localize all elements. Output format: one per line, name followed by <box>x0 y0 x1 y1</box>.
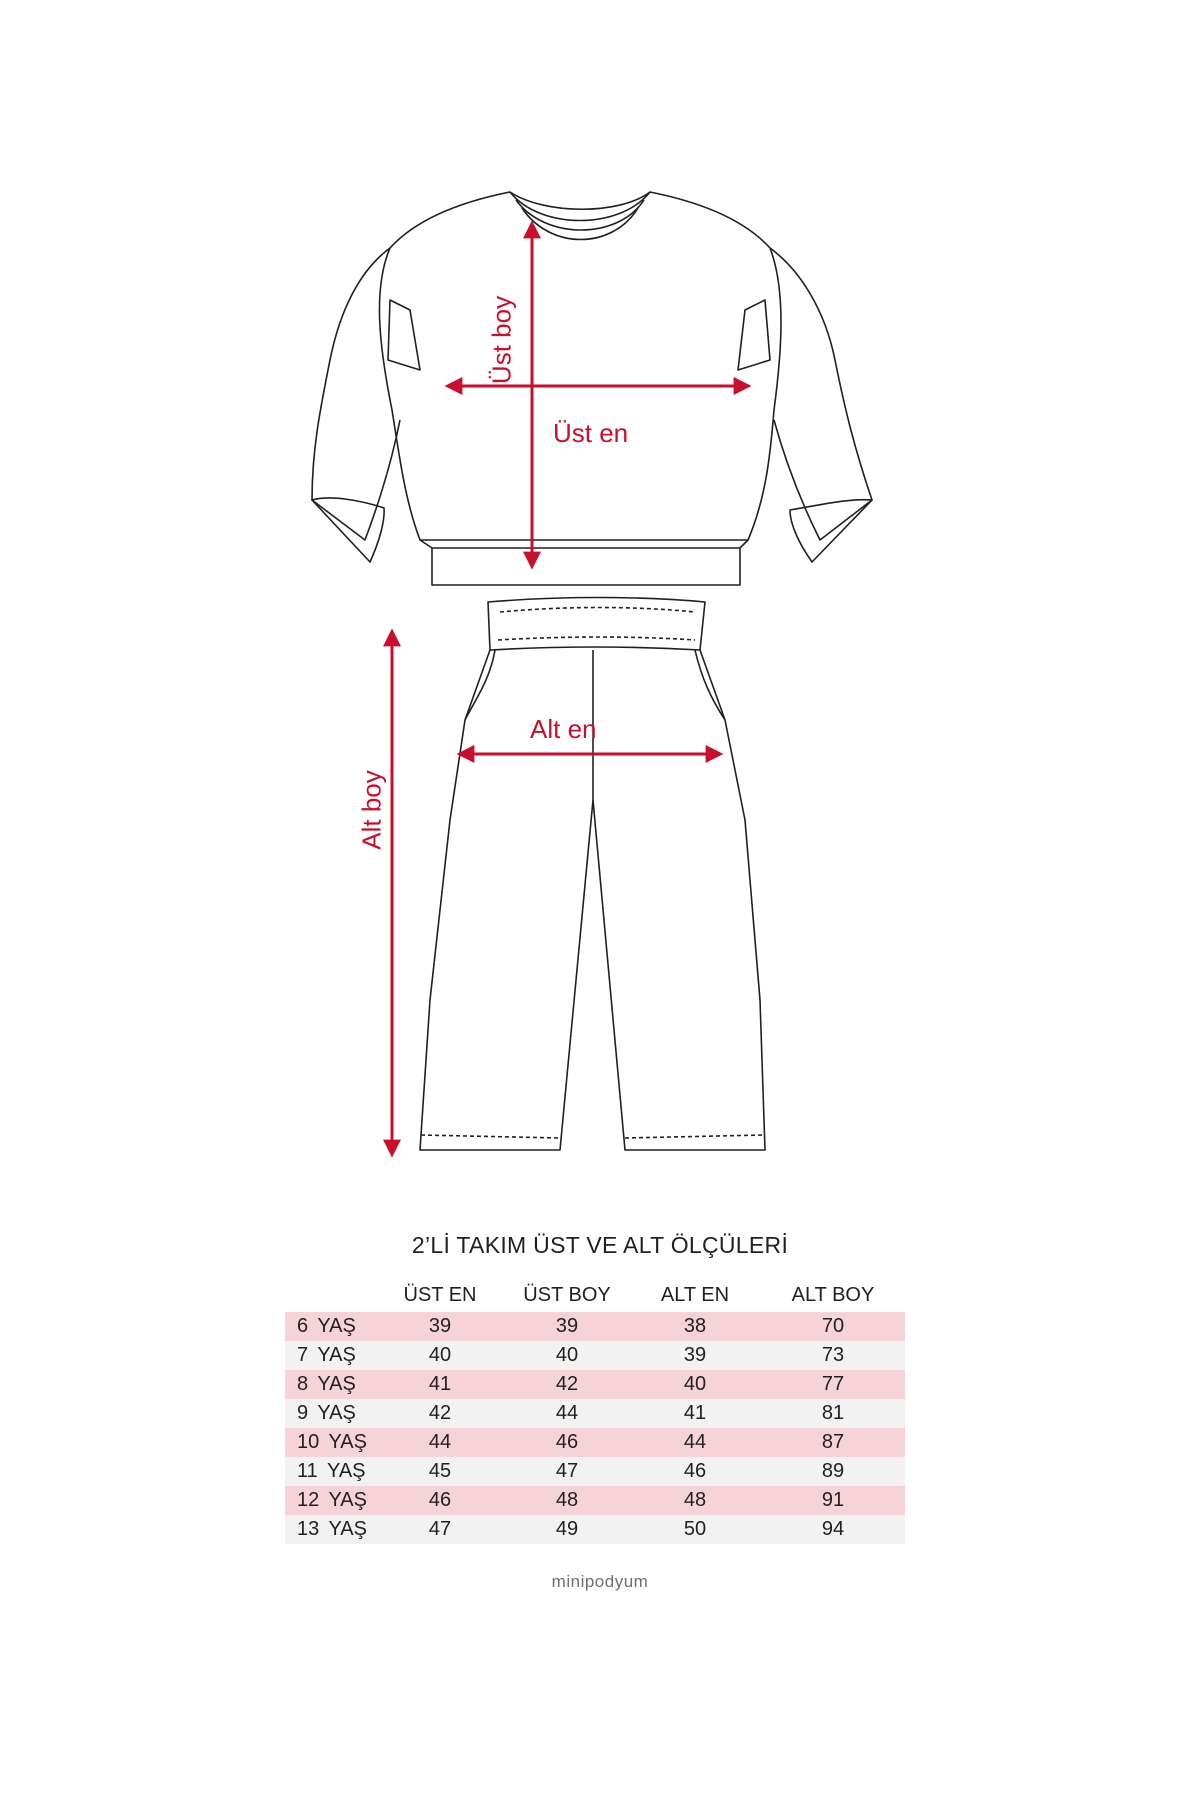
ust-en-cell: 42 <box>428 1402 452 1424</box>
alt-boy-cell: 77 <box>821 1373 845 1395</box>
alt-boy-cell: 70 <box>821 1315 845 1337</box>
alt-en-cell: 38 <box>683 1315 707 1337</box>
table-row <box>285 1370 905 1399</box>
alt-en-cell: 50 <box>683 1518 707 1540</box>
ust-en-cell: 44 <box>428 1431 452 1453</box>
ust-en-cell: 47 <box>428 1518 452 1540</box>
alt-en-cell: 46 <box>683 1460 707 1482</box>
alt-en-cell: 39 <box>683 1344 707 1366</box>
ust-en-cell: 46 <box>428 1489 452 1511</box>
ust-boy-cell: 46 <box>555 1431 579 1453</box>
alt-boy-cell: 87 <box>821 1431 845 1453</box>
age-cell: 11 YAŞ <box>297 1460 366 1482</box>
brand-logo: minipodyum <box>551 1572 649 1591</box>
table-header-row <box>285 1278 905 1312</box>
table-row <box>285 1428 905 1457</box>
header-alt-en: ALT EN <box>660 1284 730 1306</box>
ust-en-cell: 40 <box>428 1344 452 1366</box>
label-alt-en: Alt en <box>530 714 597 744</box>
age-cell: 6 YAŞ <box>297 1315 356 1337</box>
age-cell: 13 YAŞ <box>297 1518 367 1540</box>
age-cell: 9 YAŞ <box>297 1402 356 1424</box>
age-cell: 12 YAŞ <box>297 1489 367 1511</box>
ust-boy-cell: 40 <box>555 1344 579 1366</box>
ust-boy-cell: 42 <box>555 1373 579 1395</box>
label-ust-boy: Üst boy <box>486 295 517 385</box>
table-row <box>285 1399 905 1428</box>
label-ust-en: Üst en <box>553 418 629 448</box>
age-cell: 10 YAŞ <box>297 1431 367 1453</box>
table-row <box>285 1341 905 1370</box>
ust-en-cell: 41 <box>428 1373 452 1395</box>
ust-boy-cell: 39 <box>555 1315 579 1337</box>
ust-boy-cell: 48 <box>555 1489 579 1511</box>
table-row <box>285 1515 905 1544</box>
table-row <box>285 1457 905 1486</box>
alt-boy-cell: 89 <box>821 1460 845 1482</box>
header-ust-boy: ÜST BOY <box>523 1284 611 1306</box>
pants-drawing <box>420 598 765 1151</box>
alt-boy-cell: 94 <box>821 1518 845 1540</box>
sweatshirt-drawing <box>312 192 872 585</box>
alt-en-cell: 40 <box>683 1373 707 1395</box>
size-table <box>285 1278 905 1544</box>
alt-en-cell: 41 <box>683 1402 707 1424</box>
age-cell: 8 YAŞ <box>297 1373 356 1395</box>
age-cell: 7 YAŞ <box>297 1344 356 1366</box>
label-alt-boy: Alt boy <box>356 770 387 850</box>
ust-boy-cell: 44 <box>555 1402 579 1424</box>
measurement-arrows <box>392 224 748 1154</box>
alt-boy-cell: 91 <box>821 1489 845 1511</box>
alt-boy-cell: 81 <box>821 1402 845 1424</box>
ust-boy-cell: 49 <box>555 1518 579 1540</box>
alt-en-cell: 48 <box>683 1489 707 1511</box>
header-ust-en: ÜST EN <box>403 1284 477 1306</box>
table-row <box>285 1486 905 1515</box>
table-title: 2’Lİ TAKIM ÜST VE ALT ÖLÇÜLERİ <box>411 1232 789 1258</box>
alt-boy-cell: 73 <box>821 1344 845 1366</box>
ust-boy-cell: 47 <box>555 1460 579 1482</box>
ust-en-cell: 45 <box>428 1460 452 1482</box>
table-row <box>285 1312 905 1341</box>
header-alt-boy: ALT BOY <box>791 1284 875 1306</box>
ust-en-cell: 39 <box>428 1315 452 1337</box>
alt-en-cell: 44 <box>683 1431 707 1453</box>
